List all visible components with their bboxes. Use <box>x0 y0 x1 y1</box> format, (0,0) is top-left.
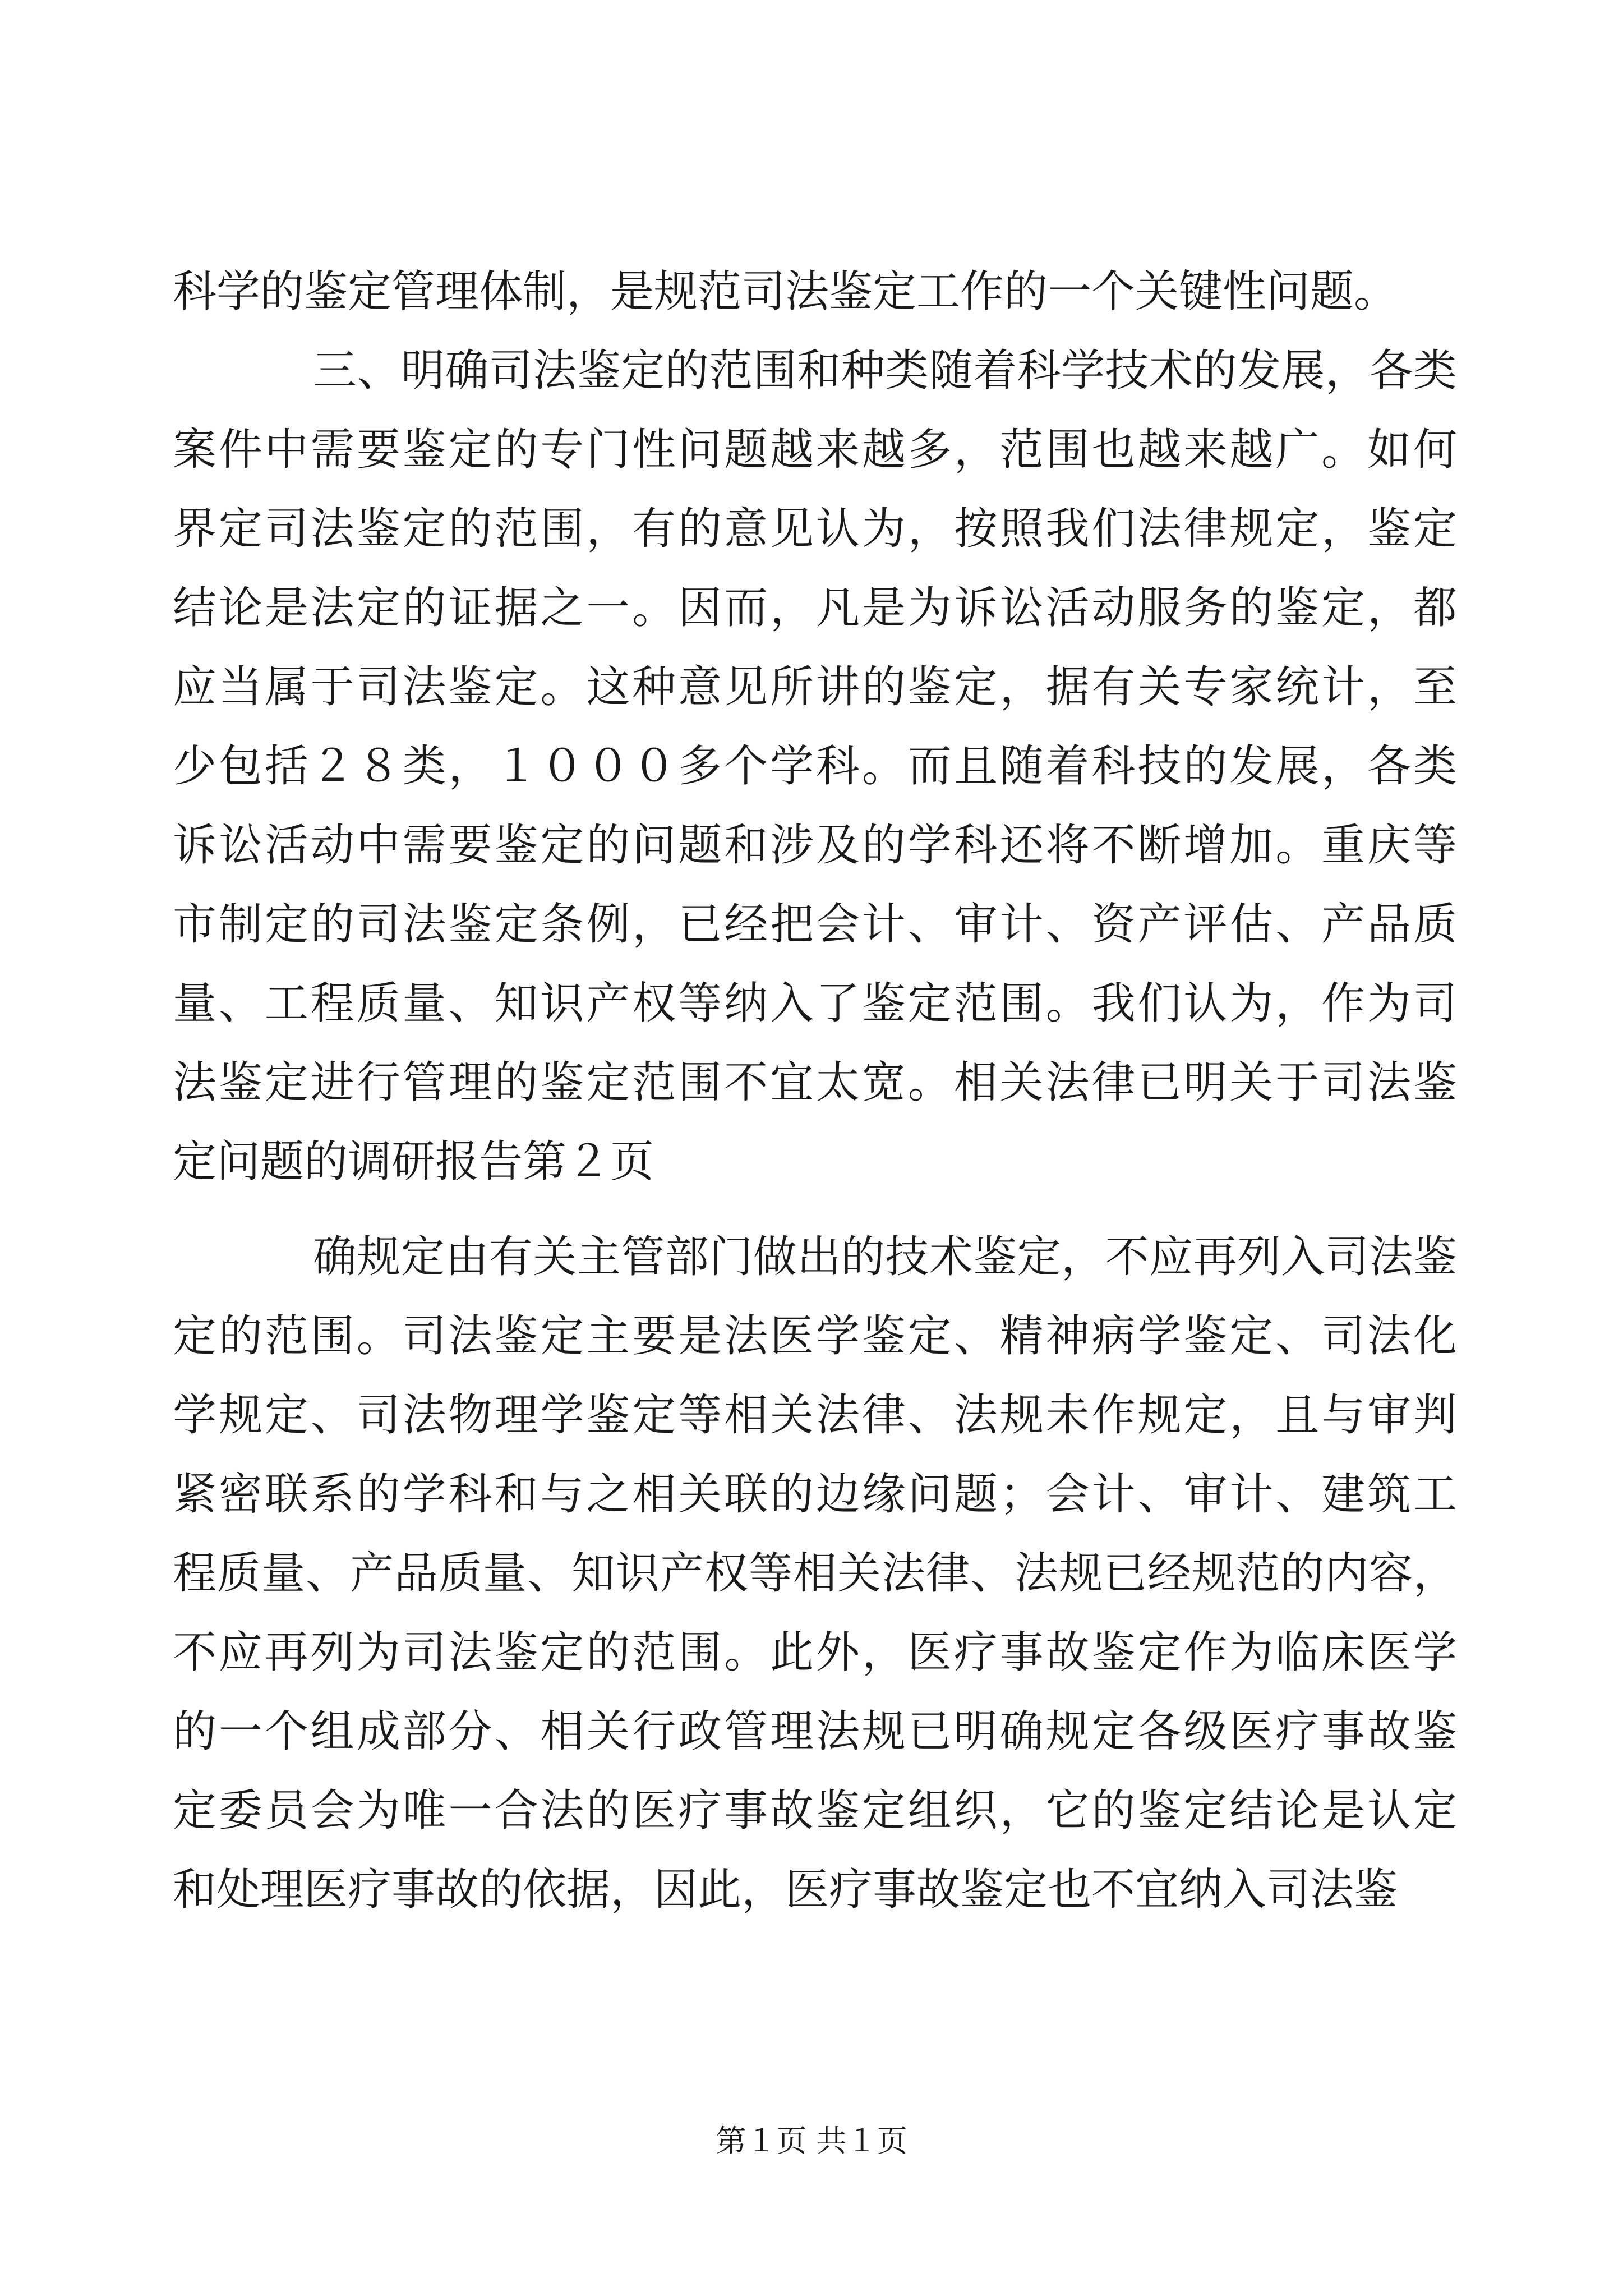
text-line: 少包括２８类，１０００多个学科。而且随着科技的发展，各类 <box>173 741 1457 792</box>
text-line: 案件中需要鉴定的专门性问题越来越多，范围也越来越广。如何 <box>173 425 1457 475</box>
text-line: 科学的鉴定管理体制，是规范司法鉴定工作的一个关键性问题。 <box>173 266 1398 317</box>
text-line: 的一个组成部分、相关行政管理法规已明确规定各级医疗事故鉴 <box>173 1706 1457 1757</box>
text-line: 界定司法鉴定的范围，有的意见认为，按照我们法律规定，鉴定 <box>173 504 1457 554</box>
text-line: 学规定、司法物理学鉴定等相关法律、法规未作规定，且与审判 <box>173 1390 1457 1441</box>
text-line: 不应再列为司法鉴定的范围。此外，医疗事故鉴定作为临床医学 <box>173 1627 1457 1678</box>
text-line: 法鉴定进行管理的鉴定范围不宜太宽。相关法律已明关于司法鉴 <box>173 1057 1457 1108</box>
text-line: 结论是法定的证据之一。因而，凡是为诉讼活动服务的鉴定，都 <box>173 583 1457 633</box>
text-line: 诉讼活动中需要鉴定的问题和涉及的学科还将不断增加。重庆等 <box>173 820 1457 871</box>
text-line: 三、明确司法鉴定的范围和种类随着科学技术的发展，各类 <box>313 346 1457 396</box>
text-line: 量、工程质量、知识产权等纳入了鉴定范围。我们认为，作为司 <box>173 978 1457 1029</box>
text-line: 定问题的调研报告第２页 <box>173 1137 654 1187</box>
page-footer: 第１页 共１页 <box>716 2123 907 2159</box>
text-line: 确规定由有关主管部门做出的技术鉴定，不应再列入司法鉴 <box>313 1232 1457 1282</box>
text-line: 紧密联系的学科和与之相关联的边缘问题；会计、审计、建筑工 <box>173 1469 1457 1520</box>
text-line: 定的范围。司法鉴定主要是法医学鉴定、精神病学鉴定、司法化 <box>173 1311 1457 1361</box>
paragraph-gap <box>173 1202 1457 1218</box>
text-line: 程质量、产品质量、知识产权等相关法律、法规已经规范的内容， <box>173 1548 1457 1599</box>
text-line: 市制定的司法鉴定条例，已经把会计、审计、资产评估、产品质 <box>173 899 1457 950</box>
paragraph <box>173 332 1457 1202</box>
paragraph <box>173 252 1457 332</box>
text-line: 应当属于司法鉴定。这种意见所讲的鉴定，据有关专家统计，至 <box>173 662 1457 712</box>
paragraph <box>173 1218 1457 1930</box>
text-line: 和处理医疗事故的依据，因此，医疗事故鉴定也不宜纳入司法鉴 <box>173 1865 1398 1915</box>
text-line: 定委员会为唯一合法的医疗事故鉴定组织，它的鉴定结论是认定 <box>173 1786 1457 1836</box>
body-text <box>173 252 1457 1930</box>
